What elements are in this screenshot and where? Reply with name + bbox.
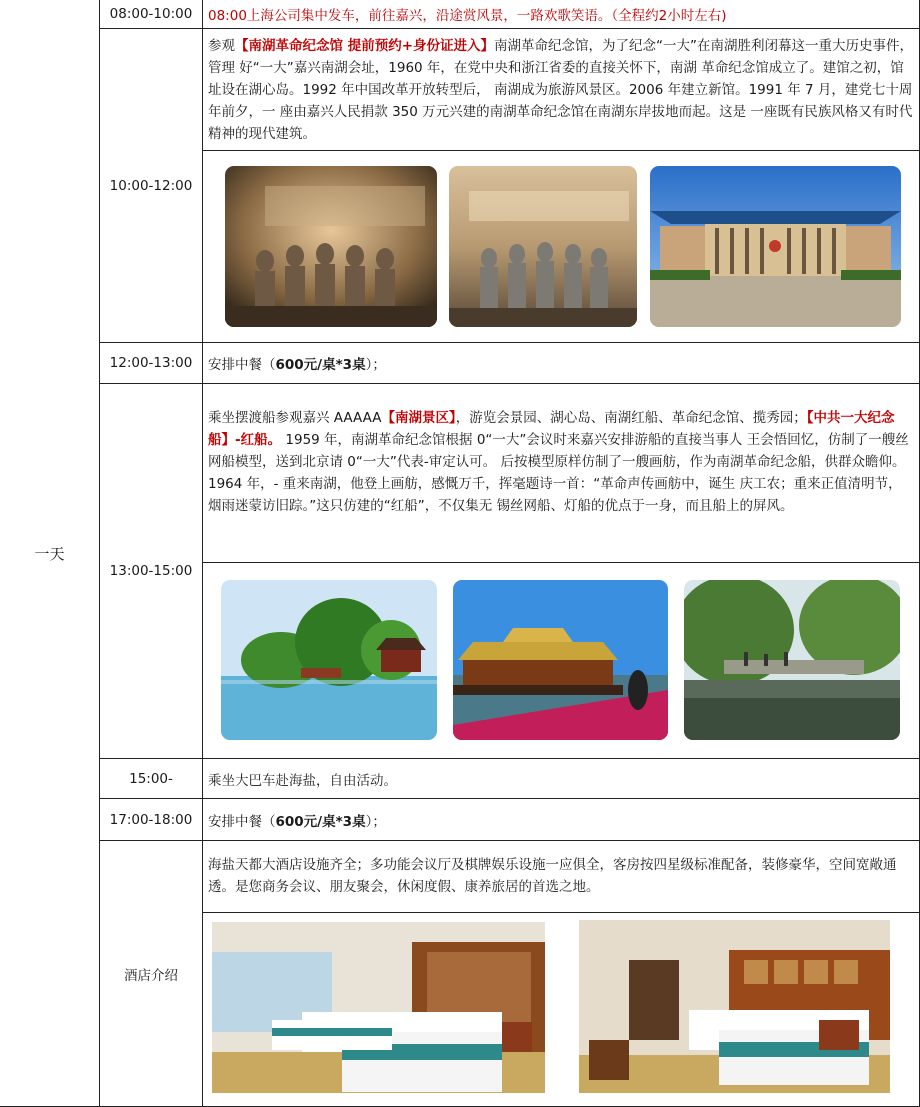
hotel-twin-room-photo (212, 922, 545, 1093)
departure-note: 08:00上海公司集中发车，前往嘉兴，沿途赏风景，一路欢歌笑语。（全程约2小时左右) (208, 8, 727, 24)
lunch-prefix: 安排中餐（ (208, 357, 276, 373)
hotel-twin-room-photo (579, 920, 890, 1093)
hotel-label: 酒店介绍 (124, 967, 178, 984)
description-middle: ，游览会景园、湖心岛、南湖红船、革命纪念馆、揽秀园； (455, 410, 807, 426)
memorial-highlight: 【南湖革命纪念馆 提前预约+身份证进入】 (235, 38, 495, 54)
lunch-note (203, 352, 919, 376)
time-slot: 08:00-10:00 (109, 6, 193, 22)
lake-island-photo (221, 580, 437, 740)
time-slot: 17:00-18:00 (109, 811, 193, 828)
description-prefix: 乘坐摆渡船参观嘉兴 AAAAA (208, 410, 382, 426)
time-slot: 12:00-13:00 (109, 355, 193, 371)
nanhu-description (203, 405, 919, 517)
meal-price: 600元/桌*3桌 (275, 814, 366, 830)
scenic-area-highlight: 【南湖景区】 (381, 410, 456, 426)
description-body: 南湖革命纪念馆，为了纪念“一大”在南湖胜利闭幕这一重大历史事件，管理 好“一大”嘉兴南湖会址，1960 年，在党中央和浙江省委的直接关怀下，南湖 革命纪念馆成立了。建馆之初，馆址设在湖心岛。1992 年中国改革开放转型后， 南湖成为旅游风景区。2006 年建立新馆。1991 年 7 月，建党七十周年前夕，一 座由嘉兴人民捐款 350 万元兴建的南湖革命纪念馆在南湖东岸拔地而起。这是 一座既有民族风格又有时代精神的现代建筑。 (208, 38, 914, 142)
sculpture-relief-photo (449, 166, 637, 327)
hotel-description: 海盐天都大酒店设施齐全；多功能会议厅及棋牌娱乐设施一应俱全，客房按四星级标准配备，装修豪华，空间宽敞通透。是您商务会议、朋友聚会，休闲度假、康养旅居的首选之地。 (208, 857, 897, 895)
lunch-price: 600元/桌*3桌 (275, 357, 366, 373)
sculpture-relief-photo (225, 166, 437, 327)
transfer-note: 乘坐大巴车赴海盐，自由活动。 (208, 773, 397, 789)
red-boat-highlight: 【中共一大纪念船】-红船。 (208, 410, 895, 448)
memorial-hall-building-photo (650, 166, 901, 327)
lunch-suffix: ）； (365, 357, 386, 373)
day-label: 一天 (34, 545, 65, 563)
lakeside-willow-photo (684, 580, 900, 740)
time-slot: 13:00-15:00 (109, 563, 193, 579)
meal-suffix: ）； (365, 814, 386, 830)
red-boat-photo (453, 580, 668, 740)
meal-note (203, 809, 919, 833)
memorial-description (203, 33, 919, 145)
time-slot: 10:00-12:00 (109, 177, 193, 194)
meal-prefix: 安排中餐（ (208, 814, 276, 830)
description-body: 1959 年，南湖革命纪念馆根据 0“一大”会议时来嘉兴安排游船的直接当事人 王会悟回忆，仿制了一艘丝网船模型，送到北京请 0“一大”代表-审定认可。 后按模型原样仿制了一艘画舫，作为南湖革命纪念船，供群众瞻仰。1964 年，- 重来南湖，他登上画舫，感慨万千，挥毫题诗一首：“革命声传画舫中，诞生 庆工农；重来正值清明节，烟雨迷蒙访旧踪。”这只仿建的“红船”，不仅集无 锡丝网船、灯船的优点于一身，而且船上的屏风。 (208, 432, 909, 514)
time-slot: 15:00- (129, 770, 173, 787)
description-prefix: 参观 (208, 38, 235, 54)
